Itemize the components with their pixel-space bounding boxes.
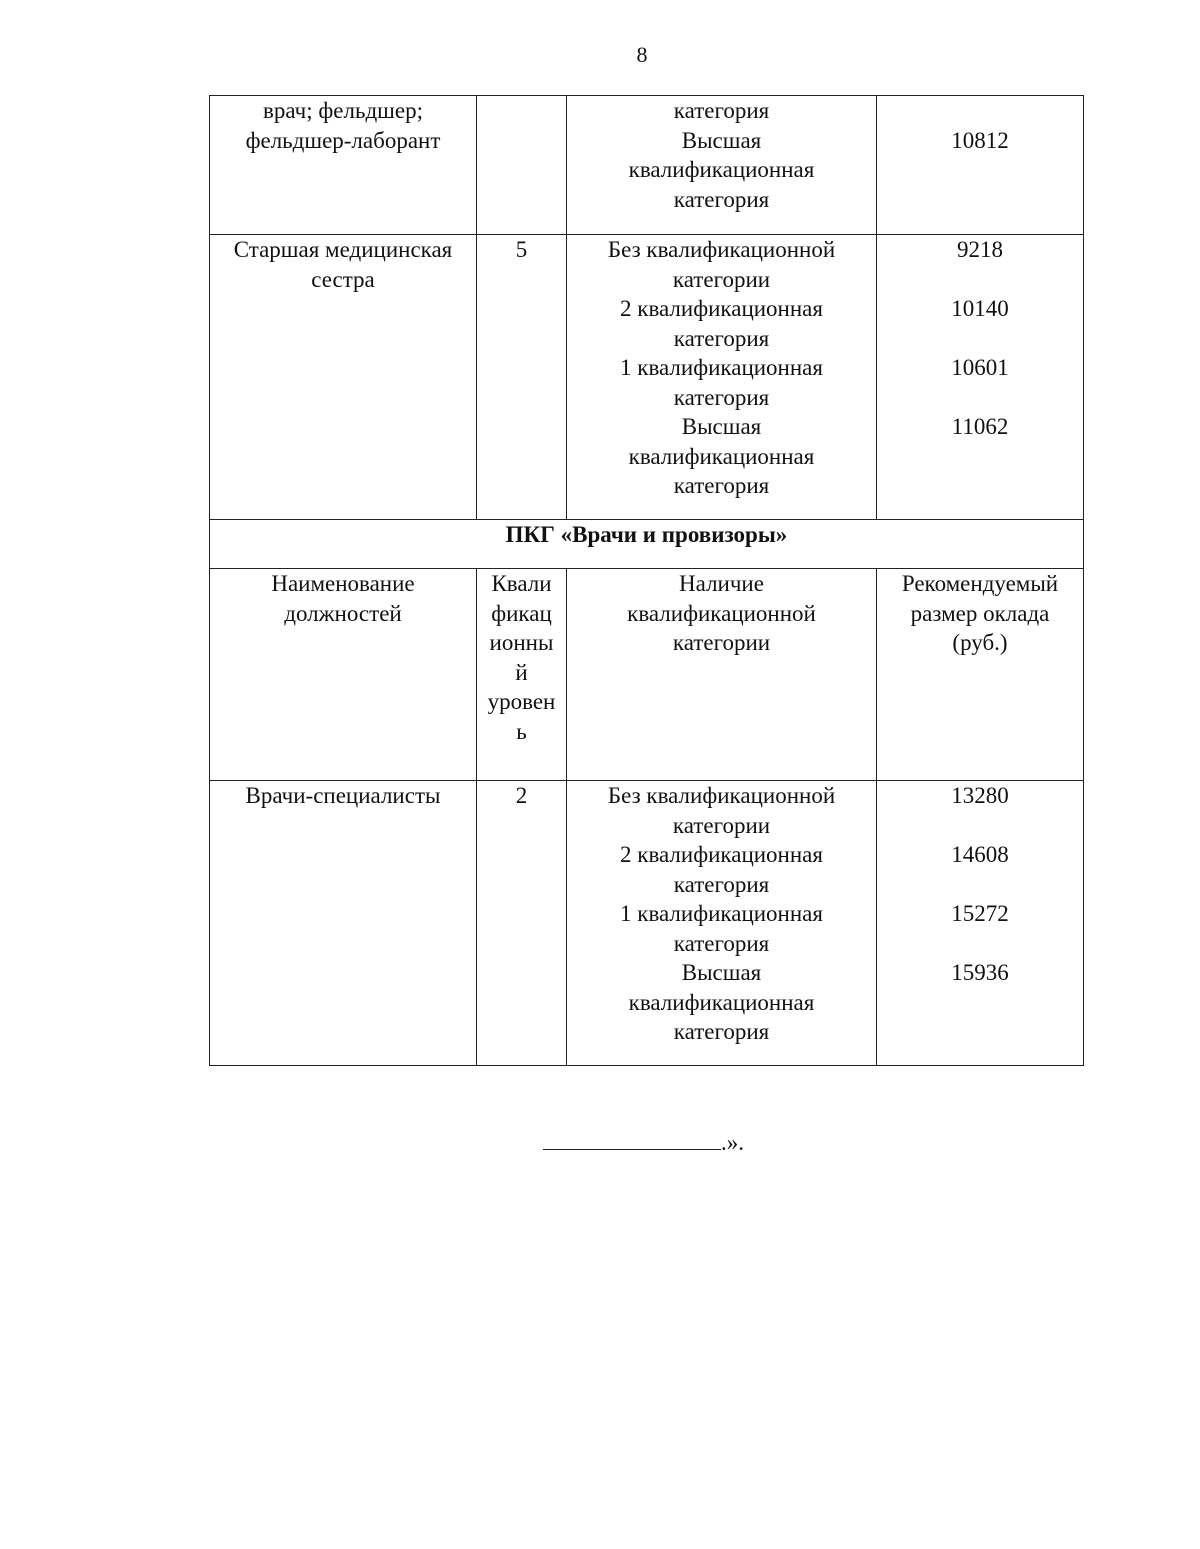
salary-value: 11062 bbox=[951, 414, 1009, 439]
header-line: категории bbox=[672, 630, 771, 655]
closing-mark bbox=[543, 1127, 744, 1158]
header-position bbox=[210, 569, 477, 781]
category-line: Без квалификационной bbox=[607, 237, 836, 262]
category-line: категория bbox=[673, 325, 770, 351]
category-line: 2 квалификационная bbox=[620, 842, 823, 867]
category-line: Высшая bbox=[681, 960, 762, 985]
salary-value: 10812 bbox=[951, 127, 1009, 153]
category-cell bbox=[567, 781, 877, 1066]
category-line: категория bbox=[673, 186, 770, 212]
category-line: Высшая bbox=[681, 127, 762, 153]
header-line: квалификационной bbox=[627, 600, 816, 626]
category-line: категория bbox=[673, 1019, 770, 1044]
salary-value bbox=[881, 96, 1079, 126]
position-cell bbox=[210, 96, 477, 235]
salary-value: 14608 bbox=[951, 842, 1009, 867]
category-line: категория bbox=[673, 473, 770, 498]
header-line: размер оклада bbox=[910, 600, 1050, 626]
level-cell: 2 bbox=[477, 781, 567, 1066]
category-line: 2 квалификационная bbox=[620, 296, 823, 321]
header-category bbox=[567, 569, 877, 781]
salary-value: 15272 bbox=[951, 901, 1009, 926]
salary-value: 9218 bbox=[957, 237, 1003, 262]
signature-rule bbox=[543, 1127, 721, 1150]
header-line: Рекомендуемый bbox=[901, 571, 1059, 596]
header-line: Квали bbox=[491, 571, 552, 596]
table-row bbox=[210, 781, 1084, 1066]
category-line: категория bbox=[673, 871, 770, 897]
salary-value bbox=[881, 383, 1079, 413]
header-line: фикац bbox=[491, 600, 552, 626]
header-line: уровен bbox=[487, 689, 556, 714]
position-line: врач; фельдшер; bbox=[263, 98, 423, 123]
table-header-row bbox=[210, 569, 1084, 781]
table-row bbox=[210, 96, 1084, 235]
salary-cell bbox=[877, 781, 1084, 1066]
category-line: категория bbox=[673, 98, 770, 123]
group-title-row bbox=[210, 520, 1084, 569]
group-title: ПКГ «Врачи и провизоры» bbox=[210, 520, 1084, 569]
category-line: Без квалификационной bbox=[607, 783, 836, 808]
salary-value: 13280 bbox=[951, 783, 1009, 808]
header-line: (руб.) bbox=[952, 630, 1008, 655]
position-cell bbox=[210, 235, 477, 520]
category-line: квалификационная bbox=[628, 157, 815, 182]
salary-value: 15936 bbox=[951, 960, 1009, 985]
position-line: Старшая медицинская bbox=[233, 237, 453, 262]
salary-cell bbox=[877, 96, 1084, 235]
header-line: Наименование bbox=[271, 571, 415, 596]
category-line: категории bbox=[672, 812, 771, 838]
header-line: ионны bbox=[489, 630, 554, 655]
category-line: Высшая bbox=[681, 414, 762, 439]
salary-table bbox=[209, 95, 1084, 1066]
category-line: 1 квалификационная bbox=[620, 901, 823, 926]
position-line: фельдшер-лаборант bbox=[245, 127, 441, 153]
header-line: ь bbox=[516, 718, 527, 744]
category-line: категория bbox=[673, 384, 770, 410]
salary-value bbox=[881, 324, 1079, 354]
level-cell: 5 bbox=[477, 235, 567, 520]
position-line: Врачи-специалисты bbox=[245, 783, 441, 808]
category-line: квалификационная bbox=[628, 989, 815, 1015]
salary-value bbox=[881, 929, 1079, 959]
category-line: категории bbox=[672, 266, 771, 292]
category-cell bbox=[567, 235, 877, 520]
salary-cell bbox=[877, 235, 1084, 520]
salary-value bbox=[881, 870, 1079, 900]
header-line: й bbox=[515, 659, 528, 685]
page-number: 8 bbox=[636, 42, 648, 67]
salary-value bbox=[881, 811, 1079, 841]
position-cell bbox=[210, 781, 477, 1066]
position-line: сестра bbox=[311, 266, 375, 292]
category-line: квалификационная bbox=[628, 443, 815, 469]
salary-value bbox=[881, 265, 1079, 295]
category-line: категория bbox=[673, 930, 770, 956]
level-cell bbox=[477, 96, 567, 235]
header-line: Наличие bbox=[679, 571, 764, 596]
table-row bbox=[210, 235, 1084, 520]
closing-quote: .». bbox=[721, 1130, 744, 1155]
salary-value: 10140 bbox=[951, 296, 1009, 321]
header-salary bbox=[877, 569, 1084, 781]
header-level bbox=[477, 569, 567, 781]
category-line: 1 квалификационная bbox=[620, 355, 823, 380]
category-cell bbox=[567, 96, 877, 235]
header-line: должностей bbox=[284, 600, 402, 626]
salary-value: 10601 bbox=[951, 355, 1009, 380]
